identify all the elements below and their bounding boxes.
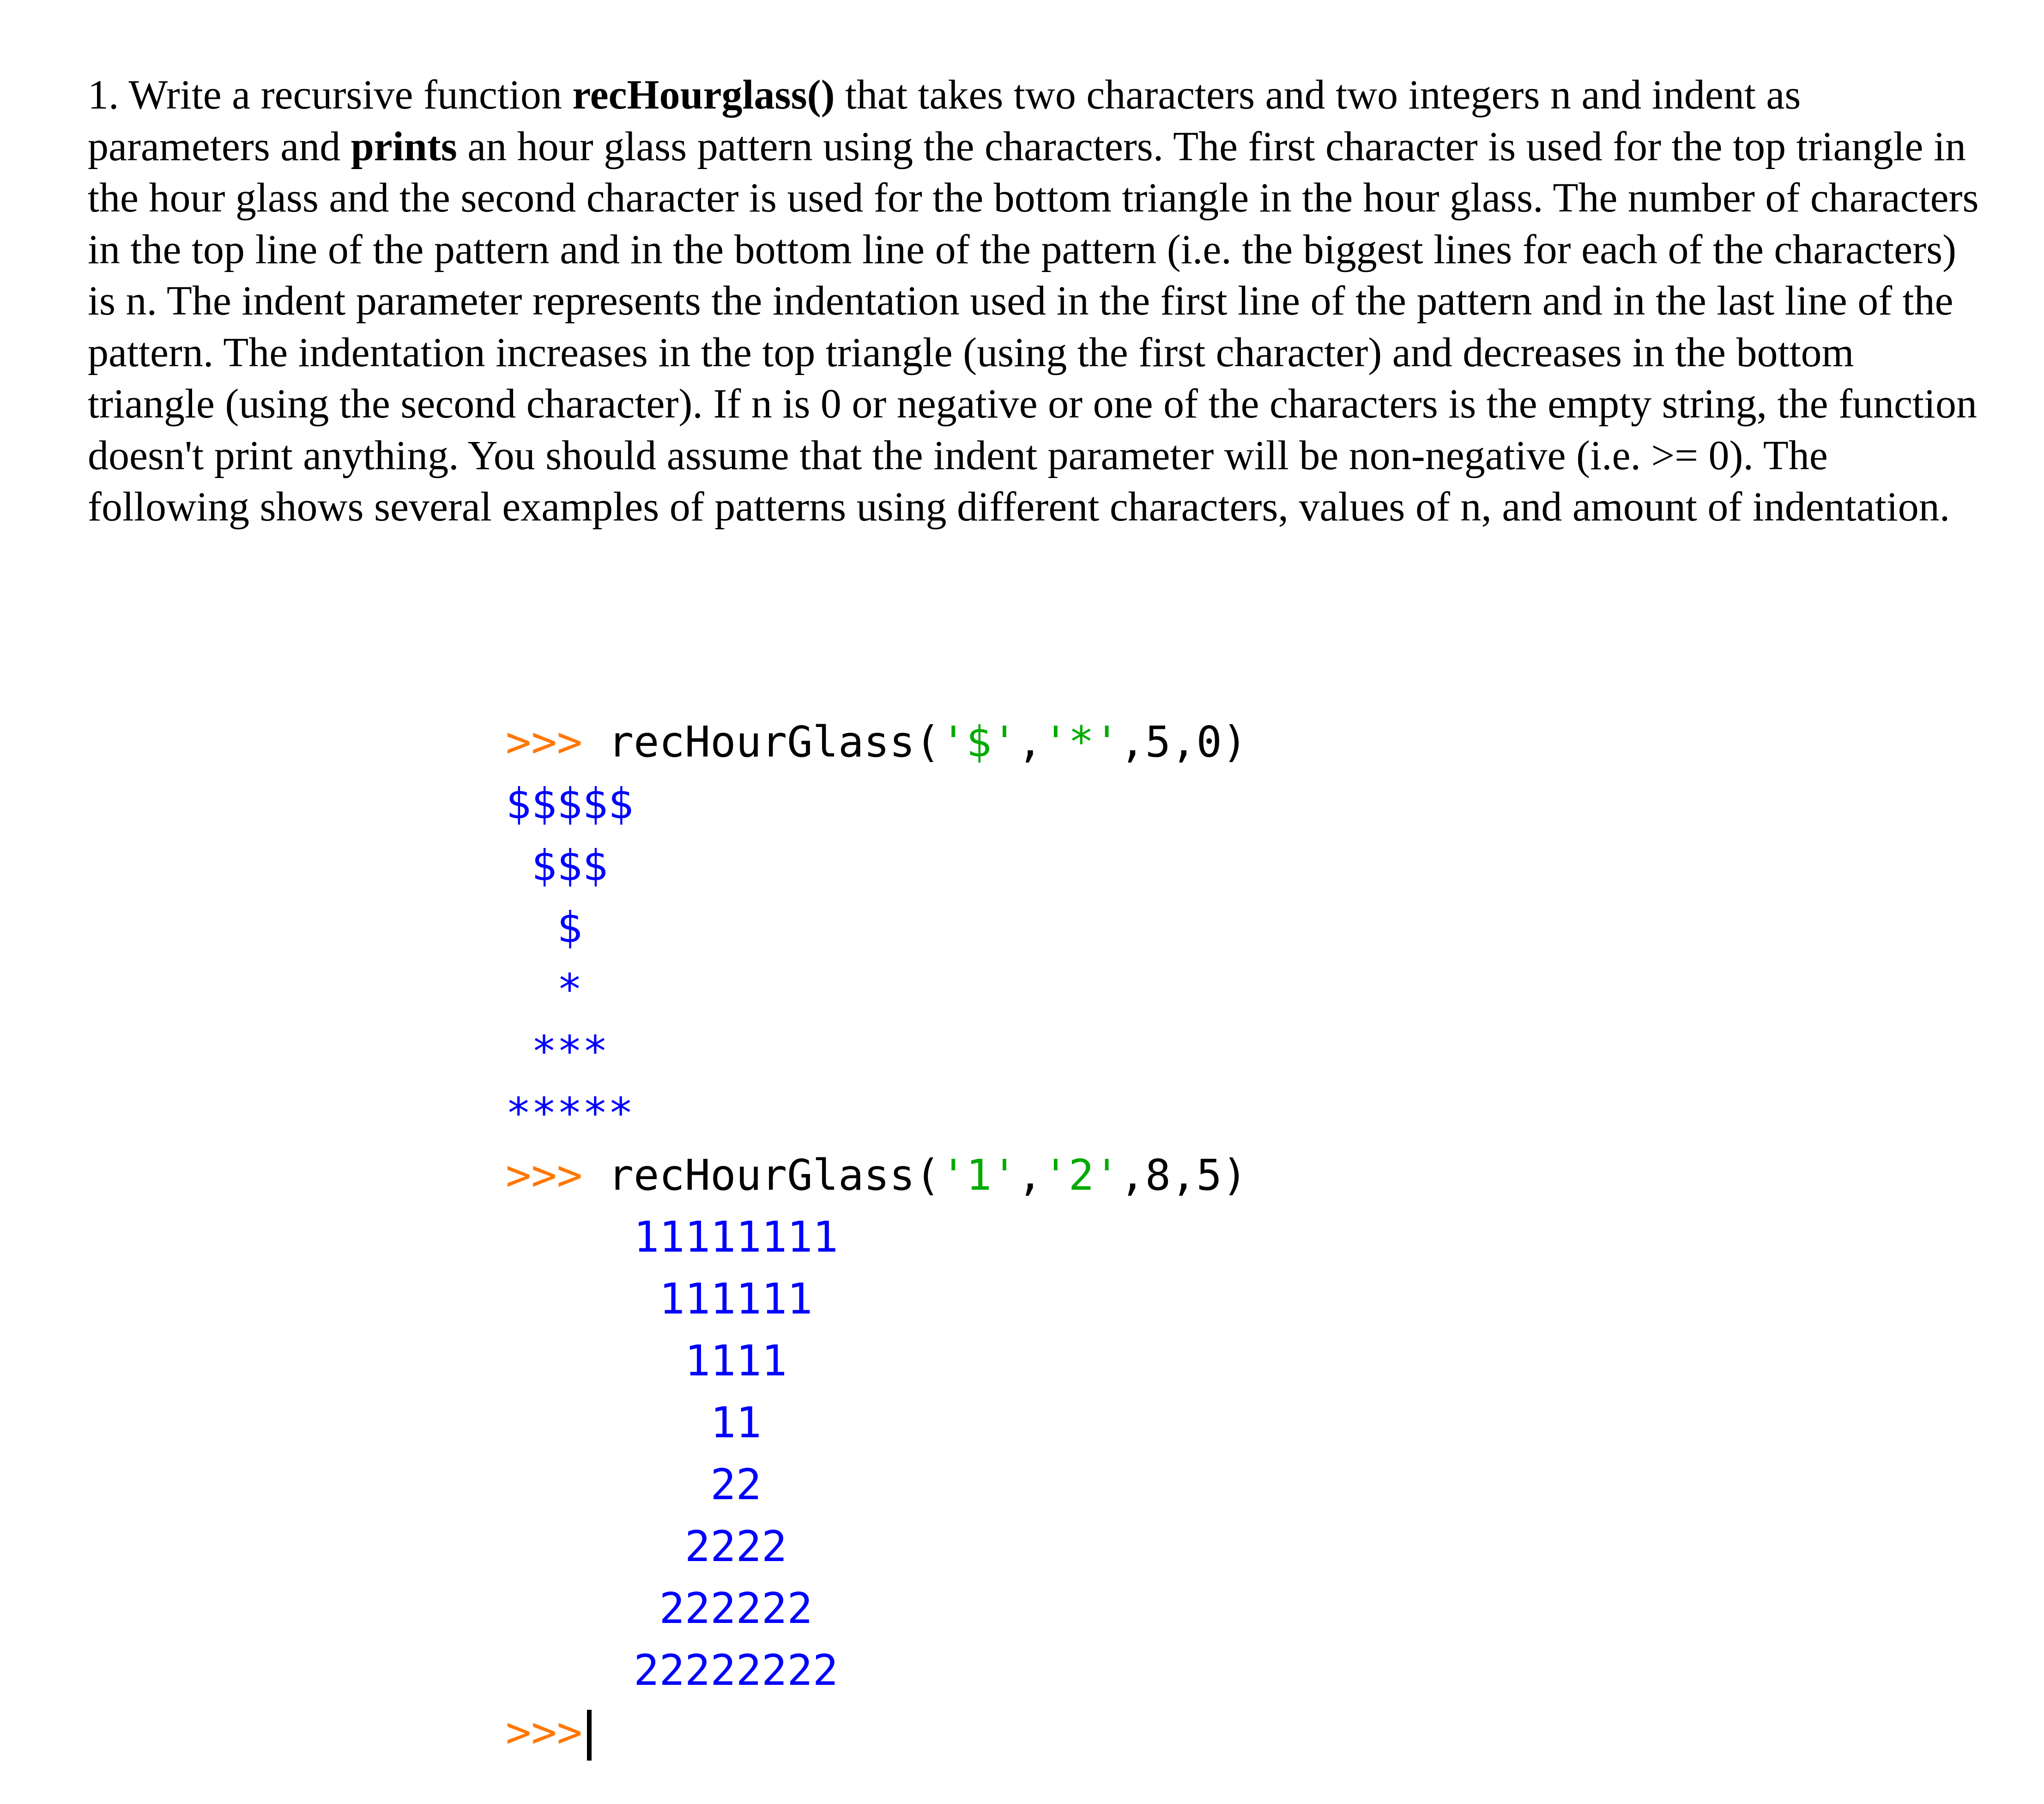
example2-output-line: 111111 [506,1274,813,1324]
example2-output-line: 11111111 [506,1212,839,1262]
example2-arg2: '2' [1043,1150,1120,1200]
final-prompt-line[interactable] [506,1701,592,1763]
example1-output-line: ***** [506,1089,634,1138]
example1-output-line: $ [506,903,583,952]
example1-output-line: *** [506,1027,608,1076]
shell-prompt: >>> [506,1150,608,1200]
problem-text-part2: that takes two characters and two integers n and indent as parameters and [88,72,1801,170]
example1-command-line [506,711,1247,773]
example1-comma: , [1017,717,1043,767]
example1-output-line: $$$ [506,841,608,890]
example1-output-line: * [506,965,583,1014]
example2-output-line: 22222222 [506,1646,839,1695]
example1-output-line: $$$$$ [506,779,634,829]
example1-function: recHourGlass( [608,717,941,767]
problem-statement [88,69,1986,533]
example2-output-line: 222222 [506,1584,813,1633]
example2-output-line: 22 [506,1460,762,1509]
example2-comma: , [1017,1150,1043,1200]
example2-output-line: 1111 [506,1336,787,1386]
text-cursor [587,1710,592,1761]
problem-text-part3: an hour glass pattern using the characters. The first character is used for the top triangle in the hour glass and the second character is used for the bottom triangle in the hour glass. The number of characters in the top line of the pattern and in the bottom line of the pattern (i.e. the biggest lines for each of the characters) is n. The indent parameter represents the indentation used in the first line of the pattern and in the last line of the pattern. The indentation increases in the top triangle (using the first character) and decreases in the bottom triangle (using the second character). If n is 0 or negative or one of the characters is the empty string, the function doesn't print anything. You should assume that the indent parameter will be non-negative (i.e. >= 0). The following shows several examples of patterns using different characters, values of n, and amount of indentation. [88,123,1979,530]
example1-arg1: '$' [940,717,1017,767]
prints-keyword: prints [351,123,457,170]
problem-text-part1: 1. Write a recursive function [88,72,573,118]
example1-arg2: '*' [1043,717,1120,767]
example2-arg1: '1' [940,1150,1017,1200]
python-shell-transcript [506,711,1476,1774]
example2-command-line [506,1144,1247,1206]
shell-prompt: >>> [506,717,608,767]
example2-output-line: 2222 [506,1522,787,1571]
example2-args-rest: ,8,5) [1119,1150,1248,1200]
example2-function: recHourGlass( [608,1150,941,1200]
example1-args-rest: ,5,0) [1119,717,1248,767]
function-name: recHourglass() [572,72,835,118]
example2-output-line: 11 [506,1398,762,1447]
final-shell-prompt: >>> [506,1707,583,1757]
